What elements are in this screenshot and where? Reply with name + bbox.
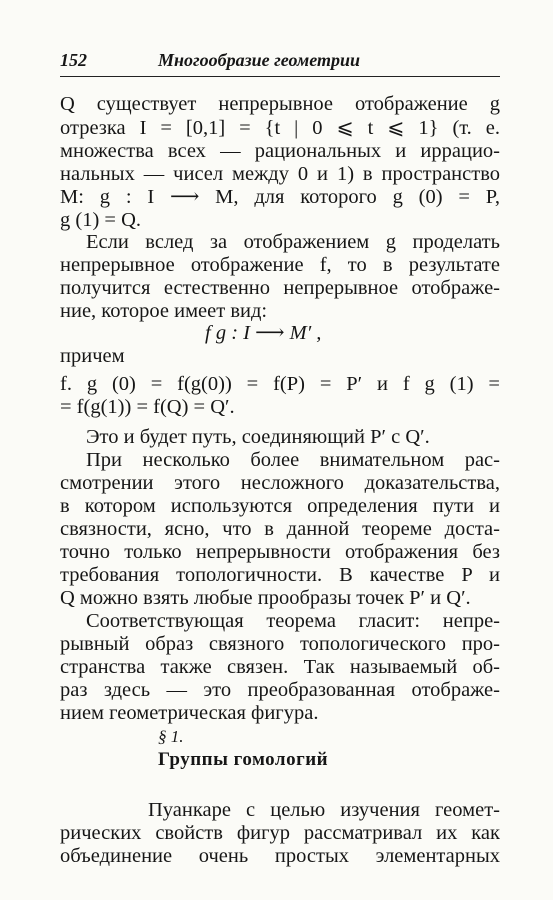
formula: f g : I ⟶ M′ ,	[205, 322, 322, 344]
text-line: нием геометрическая фигура.	[60, 702, 319, 724]
text-line: смотрении этого несложного доказательства,	[60, 472, 500, 494]
text-line: отрезка I = [0,1] = {t | 0 ⩽ t ⩽ 1} (т. е.	[60, 117, 500, 139]
running-header	[60, 50, 500, 77]
text-line: получится естественно непрерывное отображе-	[60, 277, 500, 299]
section-number: § 1.	[158, 727, 184, 746]
text-line: рических свойств фигур рассматривал их как	[60, 822, 500, 844]
text-line: Q можно взять любые прообразы точек P′ и Q′.	[60, 587, 471, 609]
formula-line: f. g (0) = f(g(0)) = f(P) = P′ и f g (1) =	[60, 373, 500, 395]
text-line: ние, которое имеет вид:	[60, 300, 268, 322]
formula-line: = f(g(1)) = f(Q) = Q′.	[60, 396, 235, 418]
text-line: требования топологичности. В качестве P и	[60, 564, 500, 586]
text-line: Если вслед за отображением g проделать	[86, 231, 500, 253]
text-line: Соответствующая теорема гласит: непре-	[86, 610, 500, 632]
text-line: непрерывное отображение f, то в результате	[60, 254, 500, 276]
text-line: g (1) = Q.	[60, 209, 142, 231]
section-title: Группы гомологий	[158, 749, 329, 770]
text-line: раз здесь — это преобразованная отображе-	[60, 679, 500, 701]
text-line: странства также связен. Так называемый об-	[60, 656, 500, 678]
page-number: 152	[60, 50, 87, 70]
text-line: объединение очень простых элементарных	[60, 845, 500, 867]
text-line: причем	[60, 345, 125, 367]
text-line: При несколько более внимательном рас-	[86, 449, 500, 471]
text-line: Q существует непрерывное отображение g	[60, 93, 500, 115]
text-line: M: g : I ⟶ M, для которого g (0) = P,	[60, 186, 500, 208]
text-line: в котором используются определения пути и	[60, 495, 500, 517]
running-title: Многообразие геометрии	[158, 50, 360, 70]
text-line: множества всех — рациональных и иррацио-	[60, 140, 500, 162]
text-line: Это и будет путь, соединяющий P′ с Q′.	[86, 426, 430, 448]
text-line: рывный образ связного топологического про-	[60, 633, 500, 655]
text-line: связности, ясно, что в данной теореме доста-	[60, 518, 500, 540]
text-line: Пуанкаре с целью изучения геомет-	[148, 799, 500, 821]
text-line: точно только непрерывности отображения без	[60, 541, 500, 563]
text-line: нальных — чисел между 0 и 1) в пространство	[60, 163, 500, 185]
